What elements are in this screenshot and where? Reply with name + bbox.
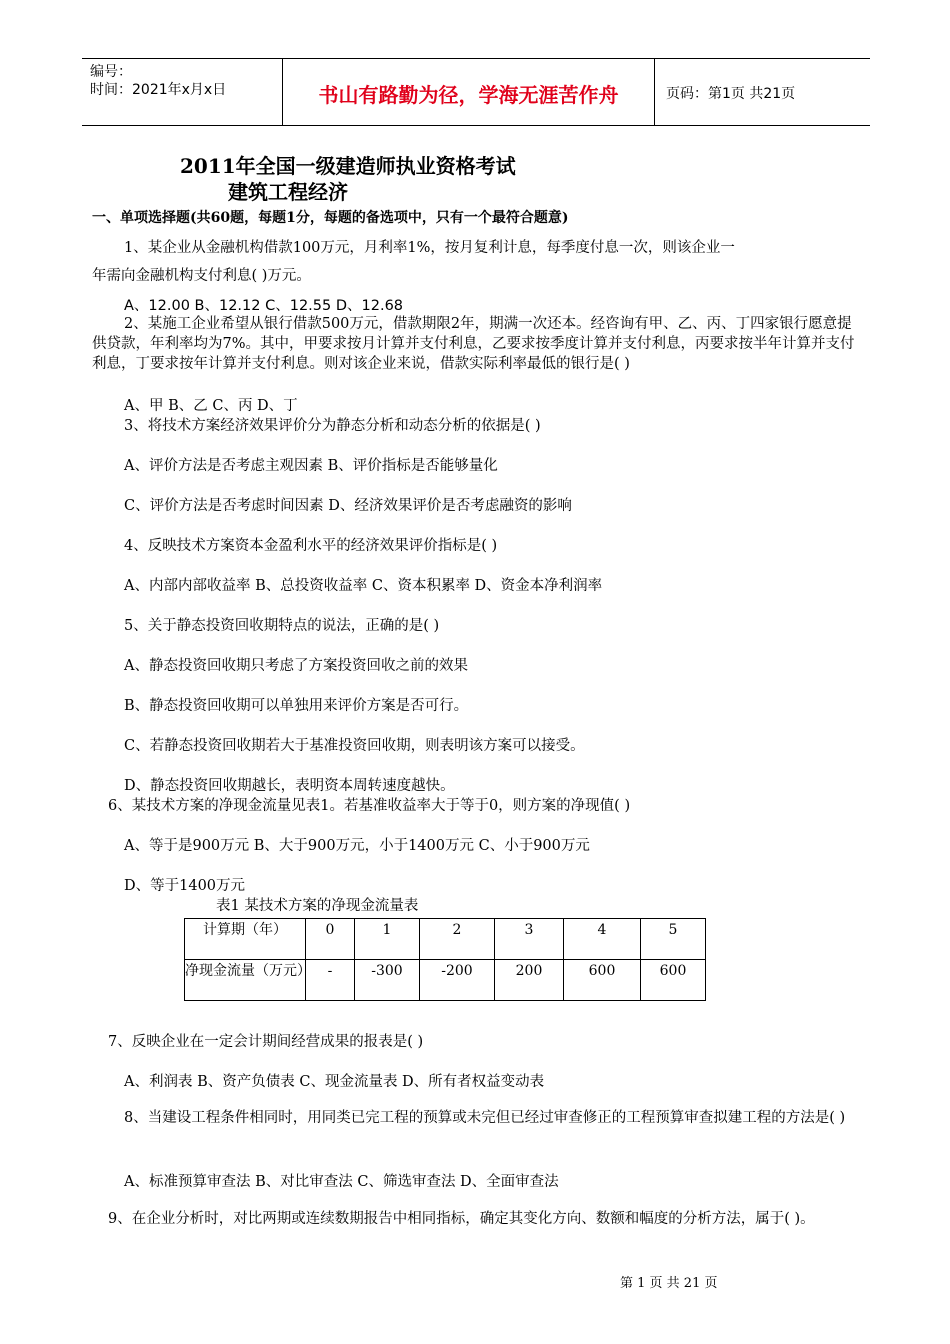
question-3: 3、将技术方案经济效果评价分为静态分析和动态分析的依据是( ) (124, 418, 541, 434)
time-label: 时间：2021年x月x日 (90, 82, 227, 98)
page-footer: 第 1 页 共 21 页 (620, 1276, 718, 1291)
table-cell: 2 (420, 919, 495, 960)
table-cell: 1 (355, 919, 420, 960)
question-7-options: A、利润表 B、资产负债表 C、现金流量表 D、所有者权益变动表 (124, 1074, 545, 1090)
question-5: 5、关于静态投资回收期特点的说法，正确的是( ) (124, 618, 440, 634)
table-cell: 3 (495, 919, 564, 960)
question-1-options: A、12.00 B、12.12 C、12.55 D、12.68 (124, 298, 404, 314)
page-header (82, 58, 870, 126)
question-6-options-abc: A、等于是900万元 B、大于900万元，小于1400万元 C、小于900万元 (124, 838, 590, 854)
header-motto: 书山有路勤为径，学海无涯苦作舟 (318, 83, 619, 107)
question-1: 1、某企业从金融机构借款100万元，月利率1%，按月复利计息，每季度付息一次，则该企业一 (124, 240, 735, 256)
cash-flow-table (184, 918, 706, 1001)
question-6: 6、某技术方案的净现金流量见表1。若基准收益率大于等于0，则方案的净现值( ) (108, 798, 631, 814)
table-row-header: 计算期（年） (185, 919, 306, 960)
table-caption: 表1 某技术方案的净现金流量表 (216, 898, 419, 914)
question-6-option-d: D、等于1400万元 (124, 878, 246, 894)
question-4-options: A、内部内部收益率 B、总投资收益率 C、资本积累率 D、资金本净利润率 (124, 578, 603, 594)
question-8-options: A、标准预算审查法 B、对比审查法 C、筛选审查法 D、全面审查法 (124, 1174, 559, 1190)
question-5-option-a: A、静态投资回收期只考虑了方案投资回收之前的效果 (124, 658, 468, 674)
table-cell: 600 (641, 960, 706, 1001)
question-4: 4、反映技术方案资本金盈利水平的经济效果评价指标是( ) (124, 538, 498, 554)
question-7: 7、反映企业在一定会计期间经营成果的报表是( ) (108, 1034, 424, 1050)
question-3-options-ab: A、评价方法是否考虑主观因素 B、评价指标是否能够量化 (124, 458, 498, 474)
table-cell: 0 (306, 919, 355, 960)
doc-title: 2011年全国一级建造师执业资格考试 (180, 154, 516, 178)
question-2-options: A、甲 B、乙 C、丙 D、丁 (124, 398, 298, 414)
header-page-info: 页码：第1页 共21页 (666, 86, 796, 102)
table-cell: 600 (564, 960, 641, 1001)
table-row-header: 净现金流量（万元） (185, 960, 306, 1001)
doc-subtitle: 建筑工程经济 (228, 180, 348, 204)
question-3-options-cd: C、评价方法是否考虑时间因素 D、经济效果评价是否考虑融资的影响 (124, 498, 572, 514)
table-cell: 4 (564, 919, 641, 960)
question-9: 9、在企业分析时，对比两期或连续数期报告中相同指标，确定其变化方向、数额和幅度的分析方法，属于( )。 (108, 1211, 815, 1227)
table-cell: 200 (495, 960, 564, 1001)
table-cell: - (306, 960, 355, 1001)
section-heading: 一、单项选择题(共60题，每题1分，每题的备选项中，只有一个最符合题意) (92, 210, 569, 226)
table-cell: -300 (355, 960, 420, 1001)
question-5-option-c: C、若静态投资回收期若大于基准投资回收期，则表明该方案可以接受。 (124, 738, 585, 754)
question-1-cont: 年需向金融机构支付利息( )万元。 (92, 268, 311, 284)
number-label: 编号： (90, 64, 132, 80)
question-8: 8、当建设工程条件相同时，用同类已完工程的预算或未完但已经过审查修正的工程预算审查拟建工程的方法是( ) (124, 1110, 846, 1126)
header-divider (654, 59, 655, 125)
question-2: 2、某施工企业希望从银行借款500万元，借款期限2年，期满一次还本。经咨询有甲、乙、丙、丁四家银行愿意提供贷款，年利率均为7%。其中，甲要求按月计算并支付利息，乙要求按季度计算并支付利息，丙要求按半年计算并支付利息，丁要求按年计算并支付利息。则对该企业来说，借款实际利率最低的银行是( ) (92, 316, 855, 372)
table-cell: 5 (641, 919, 706, 960)
table-cell: -200 (420, 960, 495, 1001)
question-5-option-b: B、静态投资回收期可以单独用来评价方案是否可行。 (124, 698, 469, 714)
question-5-option-d: D、静态投资回收期越长，表明资本周转速度越快。 (124, 778, 455, 794)
table-row (185, 919, 706, 960)
header-meta (90, 63, 226, 99)
table-row (185, 960, 706, 1001)
